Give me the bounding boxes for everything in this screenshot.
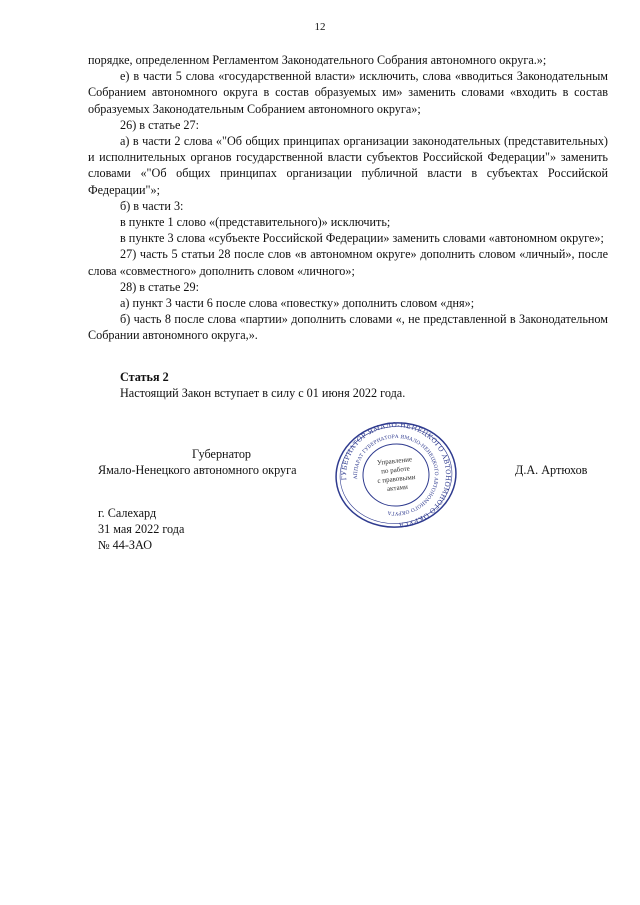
- place-city: г. Салехард: [98, 506, 157, 520]
- signature-name: Д.А. Артюхов: [515, 463, 588, 477]
- paragraph: е) в части 5 слова «государственной власти» исключить, слова «вводиться Законодательным Собранием автономного округа в состав образуемых им» заменить словами «входить в состав образуемых Законодательным Собранием автономного округа»;: [88, 69, 608, 116]
- seal-center-line: с правовыми: [377, 473, 416, 485]
- seal-center-line: актами: [386, 482, 409, 493]
- page-number: 12: [314, 21, 326, 33]
- signing-date: 31 мая 2022 года: [98, 522, 185, 536]
- paragraph: а) пункт 3 части 6 после слова «повестку» дополнить словом «дня»;: [120, 296, 475, 311]
- article-2: [88, 369, 608, 401]
- seal-outer-text: ГУБЕРНАТОР ЯМАЛО-НЕНЕЦКОГО АВТОНОМНОГО ОКРУГА: [339, 420, 453, 530]
- seal-center-line: по работе: [380, 464, 411, 476]
- paragraph: б) часть 8 после слова «партии» дополнить словами «, не представленной в Законодательном Собрании автономного округа,».: [88, 312, 608, 343]
- paragraph: б) в части 3:: [120, 198, 184, 213]
- signature-position-line1: Губернатор: [192, 447, 252, 461]
- document-body: [88, 52, 608, 401]
- paragraph: порядке, определенном Регламентом Законодательного Собрания автономного округа.»;: [88, 53, 547, 67]
- paragraph: в пункте 1 слово «(представительного)» исключить;: [120, 215, 391, 230]
- seal-center-line: Управление: [376, 455, 413, 467]
- seal-inner-text: АППАРАТ ГУБЕРНАТОРА ЯМАЛО-НЕНЕЦКОГО АВТОНОМНОГО ОКРУГА: [353, 434, 439, 516]
- signature-position-line2: Ямало-Ненецкого автономного округа: [98, 463, 297, 477]
- paragraph: в пункте 3 слова «субъекте Российской Федерации» заменить словами «автономном округе»;: [120, 231, 604, 246]
- article-title: Статья 2: [120, 369, 169, 384]
- paragraph: а) в части 2 слова «"Об общих принципах организации законодательных (представительных) и исполнительных органов государственной власти субъектов Российской Федерации"» заменить словами «"Об общих принципах организации публичной власти в субъектах Российской Федерации"»;: [88, 134, 608, 197]
- official-seal: [328, 420, 464, 530]
- law-number: № 44-ЗАО: [98, 538, 153, 552]
- article-text: Настоящий Закон вступает в силу с 01 июня 2022 года.: [120, 385, 406, 400]
- paragraph: 28) в статье 29:: [120, 279, 199, 294]
- paragraph: 27) часть 5 статьи 28 после слов «в автономном округе» дополнить словом «личный», после слова «совместного» дополнить словом «личного»;: [88, 247, 608, 278]
- paragraph: 26) в статье 27:: [120, 117, 199, 132]
